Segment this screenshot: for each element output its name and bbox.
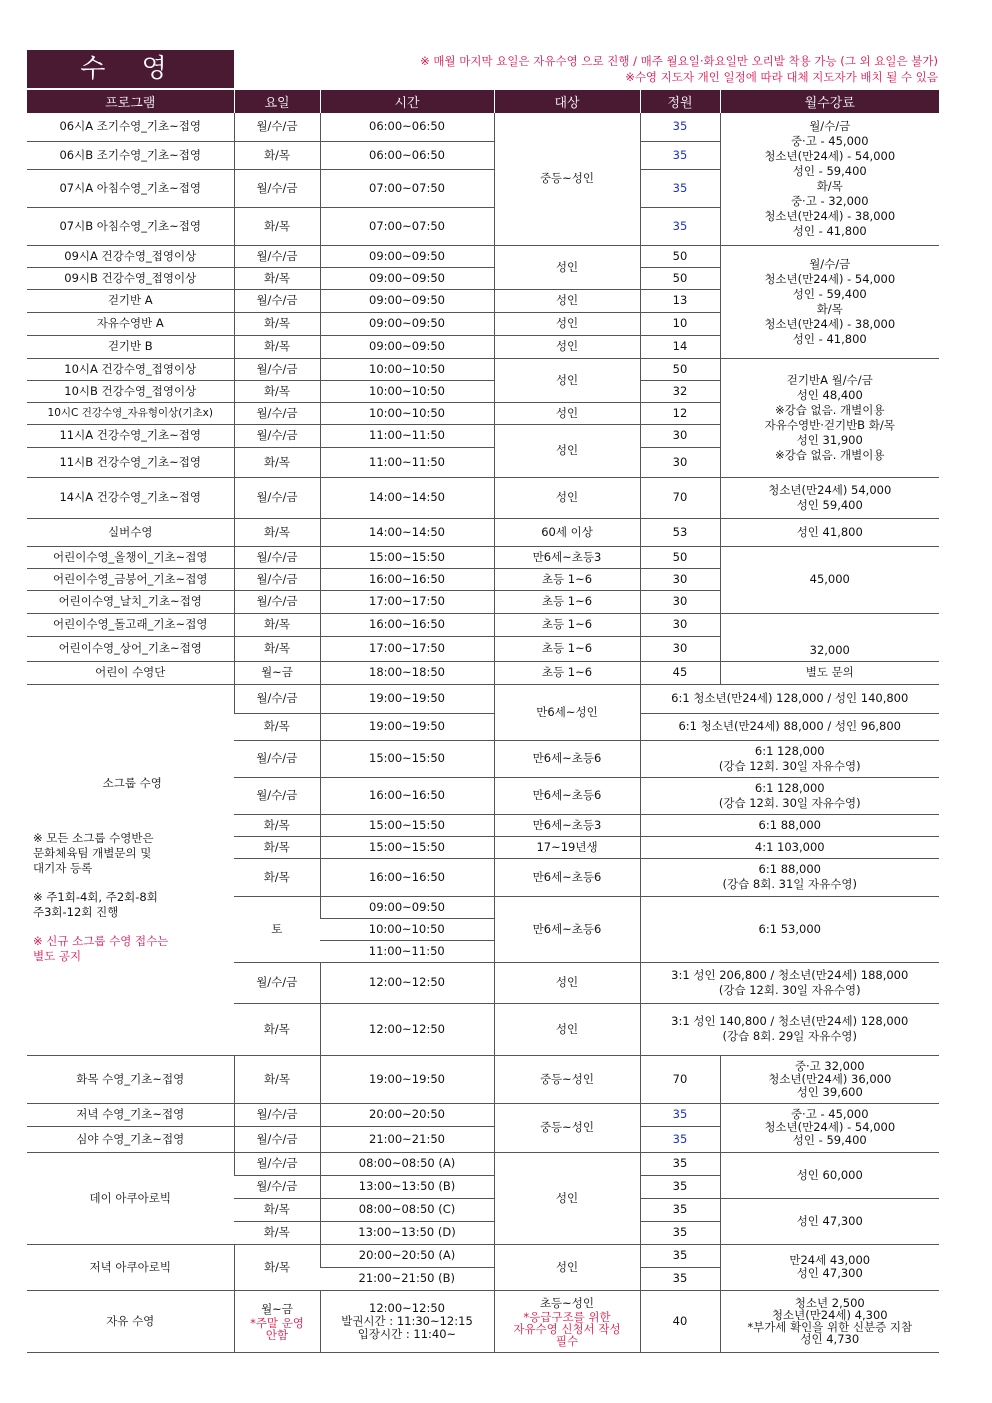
table-row: [27, 1290, 939, 1352]
day: 월/수/금: [234, 245, 320, 267]
target: 만6세~성인: [494, 684, 640, 740]
table-row: [27, 1152, 939, 1175]
small-group-title: 소그룹 수영: [102, 775, 162, 790]
fee: 청소년 2,500 청소년(만24세) 4,300 *부가세 확인을 위한 신분증 지참 성인 4,730: [720, 1290, 939, 1352]
target: 성인: [494, 477, 640, 518]
time: 20:00~20:50 (A): [320, 1244, 494, 1267]
target: 중등~성인: [494, 113, 640, 245]
time: 09:00~09:50: [320, 245, 494, 267]
time: 09:00~09:50: [320, 289, 494, 312]
time: 12:00~12:50: [320, 1003, 494, 1055]
day: 월/수/금: [234, 568, 320, 590]
capacity: 32: [640, 380, 720, 402]
time: 14:00~14:50: [320, 477, 494, 518]
table-row: [27, 113, 939, 141]
fee: 만24세 43,000 성인 47,300: [720, 1244, 939, 1290]
target: 만6세~초등6: [494, 740, 640, 777]
time: 16:00~16:50: [320, 568, 494, 590]
fee: 성인 41,800: [720, 518, 939, 546]
capacity: 14: [640, 335, 720, 358]
program: 07시A 아침수영_기초~접영: [27, 169, 234, 207]
time: 19:00~19:50: [320, 1055, 494, 1103]
program: 화목 수영_기초~접영: [27, 1055, 234, 1103]
day: 화/목: [234, 207, 320, 245]
time: 15:00~15:50: [320, 836, 494, 858]
day: 월/수/금: [234, 546, 320, 568]
day: 월/수/금: [234, 1103, 320, 1126]
fee: 6:1 청소년(만24세) 88,000 / 성인 96,800: [640, 713, 939, 740]
target: 성인: [494, 1244, 640, 1290]
time: 09:00~09:50: [320, 896, 494, 918]
capacity: 35: [640, 141, 720, 169]
program: 06시B 조기수영_기초~접영: [27, 141, 234, 169]
table-header: [27, 90, 939, 113]
target-note: *응급구조를 위한 자유수영 신청서 작성 필수: [513, 1309, 621, 1348]
fee: 청소년(만24세) 54,000 성인 59,400: [720, 477, 939, 518]
target: 만6세~초등3: [494, 814, 640, 836]
page-title: 수 영: [27, 50, 234, 88]
col-time: 시간: [320, 90, 494, 113]
day: 화/목: [234, 1244, 320, 1290]
day: 화/목: [234, 1198, 320, 1221]
time: 10:00~10:50: [320, 358, 494, 380]
target: 성인: [494, 245, 640, 289]
program: 어린이수영_날치_기초~접영: [27, 590, 234, 613]
day-note: *주말 운영 안함: [250, 1315, 304, 1342]
target: 중등~성인: [494, 1103, 640, 1152]
capacity: 35: [640, 1221, 720, 1244]
program: 자유 수영: [27, 1290, 234, 1352]
time: 10:00~10:50: [320, 402, 494, 424]
day: 화/목: [234, 141, 320, 169]
target: 초등 1~6: [494, 568, 640, 590]
fee: 6:1 53,000: [640, 896, 939, 962]
capacity: 30: [640, 447, 720, 477]
col-fee: 월수강료: [720, 90, 939, 113]
day: 월/수/금: [234, 113, 320, 141]
table-row: [27, 1055, 939, 1103]
time: 21:00~21:50: [320, 1126, 494, 1152]
capacity: 12: [640, 402, 720, 424]
capacity: 50: [640, 546, 720, 568]
notice-block: [420, 53, 938, 85]
capacity: 50: [640, 267, 720, 289]
time: 16:00~16:50: [320, 777, 494, 814]
day: 화/목: [234, 1221, 320, 1244]
target: 성인: [494, 312, 640, 335]
program: 저녁 아쿠아로빅: [27, 1244, 234, 1290]
time: 13:00~13:50 (D): [320, 1221, 494, 1244]
capacity: 35: [640, 169, 720, 207]
time: 19:00~19:50: [320, 684, 494, 713]
capacity: 35: [640, 1198, 720, 1221]
time: 06:00~06:50: [320, 141, 494, 169]
fee: 6:1 88,000: [640, 814, 939, 836]
program: 심야 수영_기초~접영: [27, 1126, 234, 1152]
target: 초등 1~6: [494, 590, 640, 613]
capacity: 35: [640, 1244, 720, 1267]
fee: 6:1 128,000 (강습 12회. 30일 자유수영): [640, 777, 939, 814]
table-row: [27, 1244, 939, 1267]
program: 어린이수영_올챙이_기초~접영: [27, 546, 234, 568]
capacity: 10: [640, 312, 720, 335]
day: 월/수/금: [234, 740, 320, 777]
table-row: [27, 546, 939, 568]
capacity: 30: [640, 636, 720, 661]
target-cell: [494, 1290, 640, 1352]
day: 화/목: [234, 1055, 320, 1103]
program: 어린이수영_상어_기초~접영: [27, 636, 234, 661]
target: 성인: [494, 358, 640, 402]
fee: 3:1 성인 140,800 / 청소년(만24세) 128,000 (강습 8회. 29일 자유수영): [640, 1003, 939, 1055]
time: 15:00~15:50: [320, 546, 494, 568]
time: 08:00~08:50 (A): [320, 1152, 494, 1175]
target: 성인: [494, 1003, 640, 1055]
time: 10:00~10:50: [320, 380, 494, 402]
table-row: [27, 245, 939, 267]
target: 17~19년생: [494, 836, 640, 858]
fee: 성인 47,300: [720, 1198, 939, 1244]
capacity: 35: [640, 1103, 720, 1126]
time: 11:00~11:50: [320, 940, 494, 962]
day: 월~금: [234, 661, 320, 684]
day: 토: [234, 896, 320, 962]
day: 월/수/금: [234, 402, 320, 424]
day: 화/목: [234, 335, 320, 358]
col-day: 요일: [234, 90, 320, 113]
day: 화/목: [234, 636, 320, 661]
small-group-note-3: ※ 신규 소그룹 수영 접수는 별도 공지: [33, 933, 169, 963]
program: 실버수영: [27, 518, 234, 546]
program: 자유수영반 A: [27, 312, 234, 335]
fee: 4:1 103,000: [640, 836, 939, 858]
target: 성인: [494, 335, 640, 358]
fee: 별도 문의: [720, 661, 939, 684]
time: 09:00~09:50: [320, 312, 494, 335]
notice-line-2: ※수영 지도자 개인 일정에 따라 대체 지도자가 배치 될 수 있음: [625, 70, 938, 84]
time: 15:00~15:50: [320, 740, 494, 777]
day-cell: [234, 1290, 320, 1352]
program: 14시A 건강수영_기초~접영: [27, 477, 234, 518]
capacity: 70: [640, 477, 720, 518]
time: 16:00~16:50: [320, 858, 494, 896]
day: 월/수/금: [234, 777, 320, 814]
table-row: [27, 613, 939, 636]
target: 만6세~초등6: [494, 777, 640, 814]
day: 월/수/금: [234, 590, 320, 613]
target: 초등 1~6: [494, 613, 640, 636]
day: 화/목: [234, 1003, 320, 1055]
day: 월/수/금: [234, 169, 320, 207]
program: 어린이 수영단: [27, 661, 234, 684]
table-row: [27, 358, 939, 380]
day: 화/목: [234, 267, 320, 289]
time: 20:00~20:50: [320, 1103, 494, 1126]
program: 07시B 아침수영_기초~접영: [27, 207, 234, 245]
time: 12:00~12:50: [320, 962, 494, 1003]
day: 월/수/금: [234, 684, 320, 713]
capacity: 35: [640, 207, 720, 245]
time: 09:00~09:50: [320, 335, 494, 358]
target: 성인: [494, 962, 640, 1003]
capacity: 30: [640, 590, 720, 613]
capacity: 53: [640, 518, 720, 546]
program: 어린이수영_금붕어_기초~접영: [27, 568, 234, 590]
fee: 6:1 88,000 (강습 8회. 31일 자유수영): [640, 858, 939, 896]
day: 화/목: [234, 518, 320, 546]
capacity: 35: [640, 1152, 720, 1175]
time: 07:00~07:50: [320, 169, 494, 207]
capacity: 35: [640, 113, 720, 141]
target: 만6세~초등6: [494, 858, 640, 896]
table-row: [27, 661, 939, 684]
fee: 3:1 성인 206,800 / 청소년(만24세) 188,000 (강습 12회. 30일 자유수영): [640, 962, 939, 1003]
fee: 6:1 128,000 (강습 12회. 30일 자유수영): [640, 740, 939, 777]
fee: 월/수/금 청소년(만24세) - 54,000 성인 - 59,400 화/목 청소년(만24세) - 38,000 성인 - 41,800: [720, 245, 939, 358]
day: 화/목: [234, 380, 320, 402]
program: 걷기반 A: [27, 289, 234, 312]
day: 월/수/금: [234, 358, 320, 380]
capacity: 40: [640, 1290, 720, 1352]
program: 10시A 건강수영_접영이상: [27, 358, 234, 380]
time: 11:00~11:50: [320, 424, 494, 447]
program: 걷기반 B: [27, 335, 234, 358]
table-row: [27, 1103, 939, 1126]
capacity: 50: [640, 358, 720, 380]
day: 월/수/금: [234, 1175, 320, 1198]
time: 19:00~19:50: [320, 713, 494, 740]
day: 화/목: [234, 814, 320, 836]
time: 07:00~07:50: [320, 207, 494, 245]
fee: 중·고 - 45,000 청소년(만24세) - 54,000 성인 - 59,400: [720, 1103, 939, 1152]
day: 월/수/금: [234, 289, 320, 312]
day: 화/목: [234, 312, 320, 335]
table-row: [27, 477, 939, 518]
fee: 성인 60,000: [720, 1152, 939, 1198]
day: 월/수/금: [234, 424, 320, 447]
program: 09시A 건강수영_접영이상: [27, 245, 234, 267]
fee: 6:1 청소년(만24세) 128,000 / 성인 140,800: [640, 684, 939, 713]
fee: 중·고 32,000 청소년(만24세) 36,000 성인 39,600: [720, 1055, 939, 1103]
time: 06:00~06:50: [320, 113, 494, 141]
time: 21:00~21:50 (B): [320, 1267, 494, 1290]
time: 08:00~08:50 (C): [320, 1198, 494, 1221]
target: 성인: [494, 424, 640, 477]
day: 월/수/금: [234, 1126, 320, 1152]
program: 어린이수영_돌고래_기초~접영: [27, 613, 234, 636]
fee: 걷기반A 월/수/금 성인 48,400 ※강습 없음. 개별이용 자유수영반·걷기반B 화/목 성인 31,900 ※강습 없음. 개별이용: [720, 358, 939, 477]
fee: 32,000: [720, 613, 939, 661]
target: 만6세~초등6: [494, 896, 640, 962]
capacity: 70: [640, 1055, 720, 1103]
program: 10시C 건강수영_자유형이상(기초x): [27, 402, 234, 424]
time: 17:00~17:50: [320, 590, 494, 613]
program: 10시B 건강수영_접영이상: [27, 380, 234, 402]
fee: 월/수/금 중·고 - 45,000 청소년(만24세) - 54,000 성인 - 59,400 화/목 중·고 - 32,000 청소년(만24세) - 38,000 성인 - 41,800: [720, 113, 939, 245]
col-capacity: 정원: [640, 90, 720, 113]
day: 월~금: [261, 1301, 293, 1316]
col-target: 대상: [494, 90, 640, 113]
time: 16:00~16:50: [320, 613, 494, 636]
program: 저녁 수영_기초~접영: [27, 1103, 234, 1126]
program: 11시A 건강수영_기초~접영: [27, 424, 234, 447]
target: 성인: [494, 289, 640, 312]
time: 11:00~11:50: [320, 447, 494, 477]
time: 12:00~12:50 발권시간 : 11:30~12:15 입장시간 : 11:40~: [320, 1290, 494, 1352]
day: 월/수/금: [234, 1152, 320, 1175]
fee: 45,000: [720, 546, 939, 613]
capacity: 30: [640, 568, 720, 590]
time: 13:00~13:50 (B): [320, 1175, 494, 1198]
capacity: 30: [640, 424, 720, 447]
program: 06시A 조기수영_기초~접영: [27, 113, 234, 141]
target: 성인: [494, 402, 640, 424]
notice-line-1: ※ 매월 마지막 요일은 자유수영 으로 진행 / 매주 월요일·화요일만 오리발 착용 가능 (그 외 요일은 불가): [420, 54, 938, 68]
capacity: 35: [640, 1267, 720, 1290]
time: 14:00~14:50: [320, 518, 494, 546]
capacity: 13: [640, 289, 720, 312]
day: 월/수/금: [234, 477, 320, 518]
col-program: 프로그램: [27, 90, 234, 113]
swim-schedule-table: [27, 90, 939, 1353]
table-row: [27, 684, 939, 713]
time: 15:00~15:50: [320, 814, 494, 836]
day: 화/목: [234, 836, 320, 858]
target: 성인: [494, 1152, 640, 1244]
capacity: 35: [640, 1175, 720, 1198]
program: 09시B 건강수영_접영이상: [27, 267, 234, 289]
time: 10:00~10:50: [320, 918, 494, 940]
small-group-note-2: ※ 주1회-4회, 주2회-8회 주3회-12회 진행: [33, 889, 158, 919]
capacity: 30: [640, 613, 720, 636]
day: 화/목: [234, 613, 320, 636]
time: 17:00~17:50: [320, 636, 494, 661]
capacity: 50: [640, 245, 720, 267]
table-row: [27, 518, 939, 546]
time: 09:00~09:50: [320, 267, 494, 289]
capacity: 35: [640, 1126, 720, 1152]
target: 60세 이상: [494, 518, 640, 546]
target: 초등~성인: [539, 1295, 595, 1310]
target: 중등~성인: [494, 1055, 640, 1103]
time: 18:00~18:50: [320, 661, 494, 684]
small-group-cell: [27, 684, 234, 1055]
capacity: 45: [640, 661, 720, 684]
program: 11시B 건강수영_기초~접영: [27, 447, 234, 477]
day: 화/목: [234, 713, 320, 740]
program: 데이 아쿠아로빅: [27, 1152, 234, 1244]
day: 화/목: [234, 447, 320, 477]
target: 초등 1~6: [494, 661, 640, 684]
day: 월/수/금: [234, 962, 320, 1003]
day: 화/목: [234, 858, 320, 896]
target: 만6세~초등3: [494, 546, 640, 568]
small-group-note-1: ※ 모든 소그룹 수영반은 문화체육팀 개별문의 및 대기자 등록: [33, 830, 154, 875]
target: 초등 1~6: [494, 636, 640, 661]
